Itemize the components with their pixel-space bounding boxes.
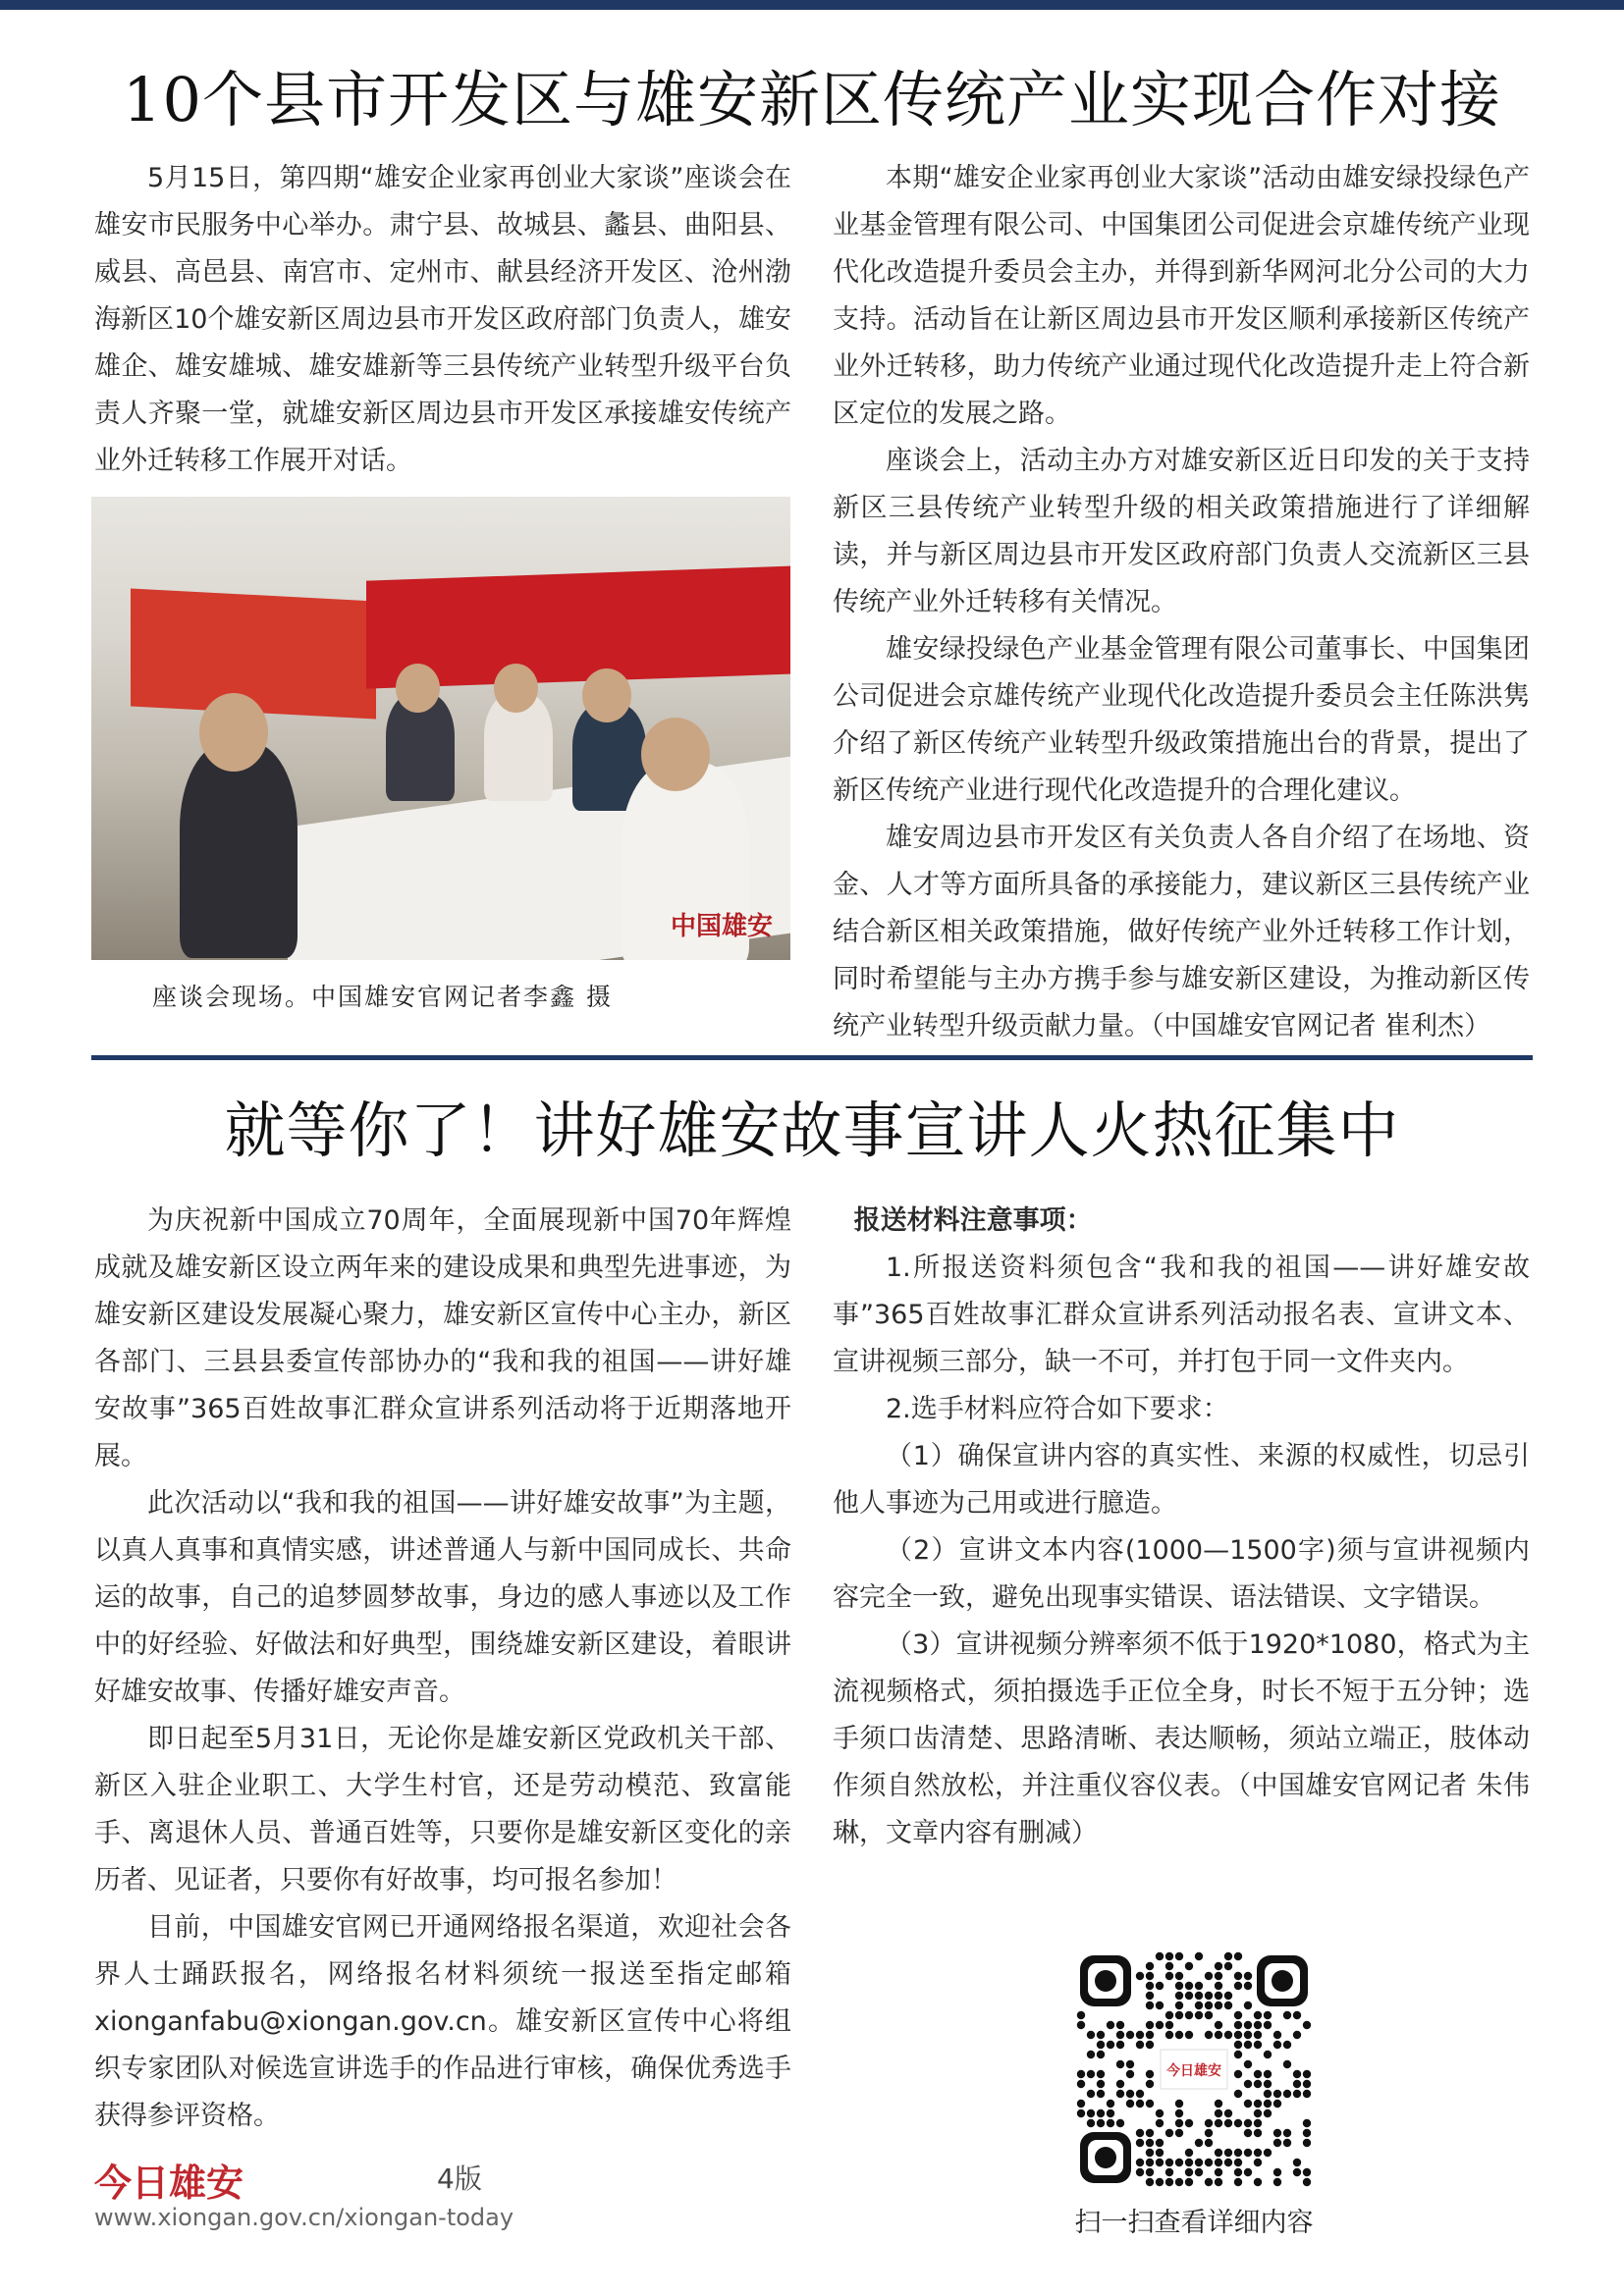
page-number: 4版 [437,2163,482,2195]
article2-left-column [94,1198,791,2140]
site-url: www.xiongan.gov.cn/xiongan-today [94,2204,514,2231]
qr-center-logo: 今日雄安 [1166,2063,1221,2079]
article2-title: 就等你了！讲好雄安故事宣讲人火热征集中 [224,1095,1400,1166]
meeting-photo [91,497,790,960]
article2-right-paragraph: （3）宣讲视频分辨率须不低于1920*1080，格式为主流视频格式，须拍摄选手正位全身，时长不短于五分钟；选手须口齿清楚、思路清晰、表达顺畅，须站立端正，肢体动作须自然放松，并注重仪容仪表。（中国雄安官网记者 朱伟琳，文章内容有删减） [833,1629,1530,1848]
photo-caption: 座谈会现场。中国雄安官网记者李鑫 摄 [152,983,613,1011]
top-color-bar [0,0,1624,10]
article1-right-column [833,155,1530,1050]
article1-right-paragraph: 本期“雄安企业家再创业大家谈”活动由雄安绿投绿色产业基金管理有限公司、中国集团公司促进会京雄传统产业现代化改造提升委员会主办，并得到新华网河北分公司的大力支持。活动旨在让新区周边县市开发区顺利承接新区传统产业外迁转移，助力传统产业通过现代化改造提升走上符合新区定位的发展之路。 [833,163,1530,429]
qr-code[interactable] [1076,1951,1312,2187]
article1-right-paragraph: 雄安绿投绿色产业基金管理有限公司董事长、中国集团公司促进会京雄传统产业现代化改造提升委员会主任陈洪隽介绍了新区传统产业转型升级政策措施出台的背景，提出了新区传统产业进行现代化改造提升的合理化建议。 [833,634,1530,806]
qr-caption: 扫一扫查看详细内容 [1074,2208,1314,2238]
brand-logo: 今日雄安 [94,2161,244,2205]
article2-right-paragraph: （2）宣讲文本内容(1000—1500字)须与宣讲视频内容完全一致，避免出现事实错误、语法错误、文字错误。 [833,1535,1530,1613]
article1-left-paragraph: 5月15日，第四期“雄安企业家再创业大家谈”座谈会在雄安市民服务中心举办。肃宁县、故城县、蠡县、曲阳县、威县、高邑县、南宫市、定州市、献县经济开发区、沧州渤海新区10个雄安新区周边县市开发区政府部门负责人，雄安雄企、雄安雄城、雄安雄新等三县传统产业转型升级平台负责人齐聚一堂，就雄安新区周边县市开发区承接雄安传统产业外迁转移工作展开对话。 [94,163,791,476]
section-divider [91,1055,1533,1060]
article1-title: 10个县市开发区与雄安新区传统产业实现合作对接 [123,64,1501,135]
article2-right-paragraph: （1）确保宣讲内容的真实性、来源的权威性，切忌引他人事迹为己用或进行臆造。 [833,1441,1530,1519]
article2-left-paragraph: 即日起至5月31日，无论你是雄安新区党政机关干部、新区入驻企业职工、大学生村官，还是劳动模范、致富能手、离退休人员、普通百姓等，只要你是雄安新区变化的亲历者、见证者，只要你有好故事，均可报名参加！ [94,1724,791,1896]
photo-watermark: 中国雄安 [670,912,773,941]
article2-left-paragraph: 此次活动以“我和我的祖国——讲好雄安故事”为主题，以真人真事和真情实感，讲述普通人与新中国同成长、共命运的故事，自己的追梦圆梦故事，身边的感人事迹以及工作中的好经验、好做法和好典型，围绕雄安新区建设，着眼讲好雄安故事、传播好雄安声音。 [94,1488,791,1707]
article2-right-paragraph: 1.所报送资料须包含“我和我的祖国——讲好雄安故事”365百姓故事汇群众宣讲系列活动报名表、宣讲文本、宣讲视频三部分，缺一不可，并打包于同一文件夹内。 [833,1253,1530,1377]
qr-code-graphic [1076,1951,1312,2187]
article1-right-paragraph: 座谈会上，活动主办方对雄安新区近日印发的关于支持新区三县传统产业转型升级的相关政策措施进行了详细解读，并与新区周边县市开发区政府部门负责人交流新区三县传统产业外迁转移有关情况。 [833,446,1530,617]
article2-left-paragraph: 目前，中国雄安官网已开通网络报名渠道，欢迎社会各界人士踊跃报名，网络报名材料须统一报送至指定邮箱xionganfabu@xiongan.gov.cn。雄安新区宣传中心将组织专家团队对候选宣讲选手的作品进行审核，确保优秀选手获得参评资格。 [94,1912,791,2131]
article2-right-column [833,1198,1530,1857]
article2-right-paragraph: 2.选手材料应符合如下要求： [886,1394,1229,1424]
article2-left-paragraph: 为庆祝新中国成立70周年，全面展现新中国70年辉煌成就及雄安新区设立两年来的建设成果和典型先进事迹，为雄安新区建设发展凝心聚力，雄安新区宣传中心主办，新区各部门、三县县委宣传部协办的“我和我的祖国——讲好雄安故事”365百姓故事汇群众宣讲系列活动将于近期落地开展。 [94,1205,791,1471]
article1-right-paragraph: 雄安周边县市开发区有关负责人各自介绍了在场地、资金、人才等方面所具备的承接能力，建议新区三县传统产业结合新区相关政策措施，做好传统产业外迁转移工作计划，同时希望能与主办方携手参与雄安新区建设，为推动新区传统产业转型升级贡献力量。（中国雄安官网记者 崔利杰） [833,823,1530,1041]
notes-heading: 报送材料注意事项： [853,1205,1093,1236]
article1-left-column [94,155,791,485]
